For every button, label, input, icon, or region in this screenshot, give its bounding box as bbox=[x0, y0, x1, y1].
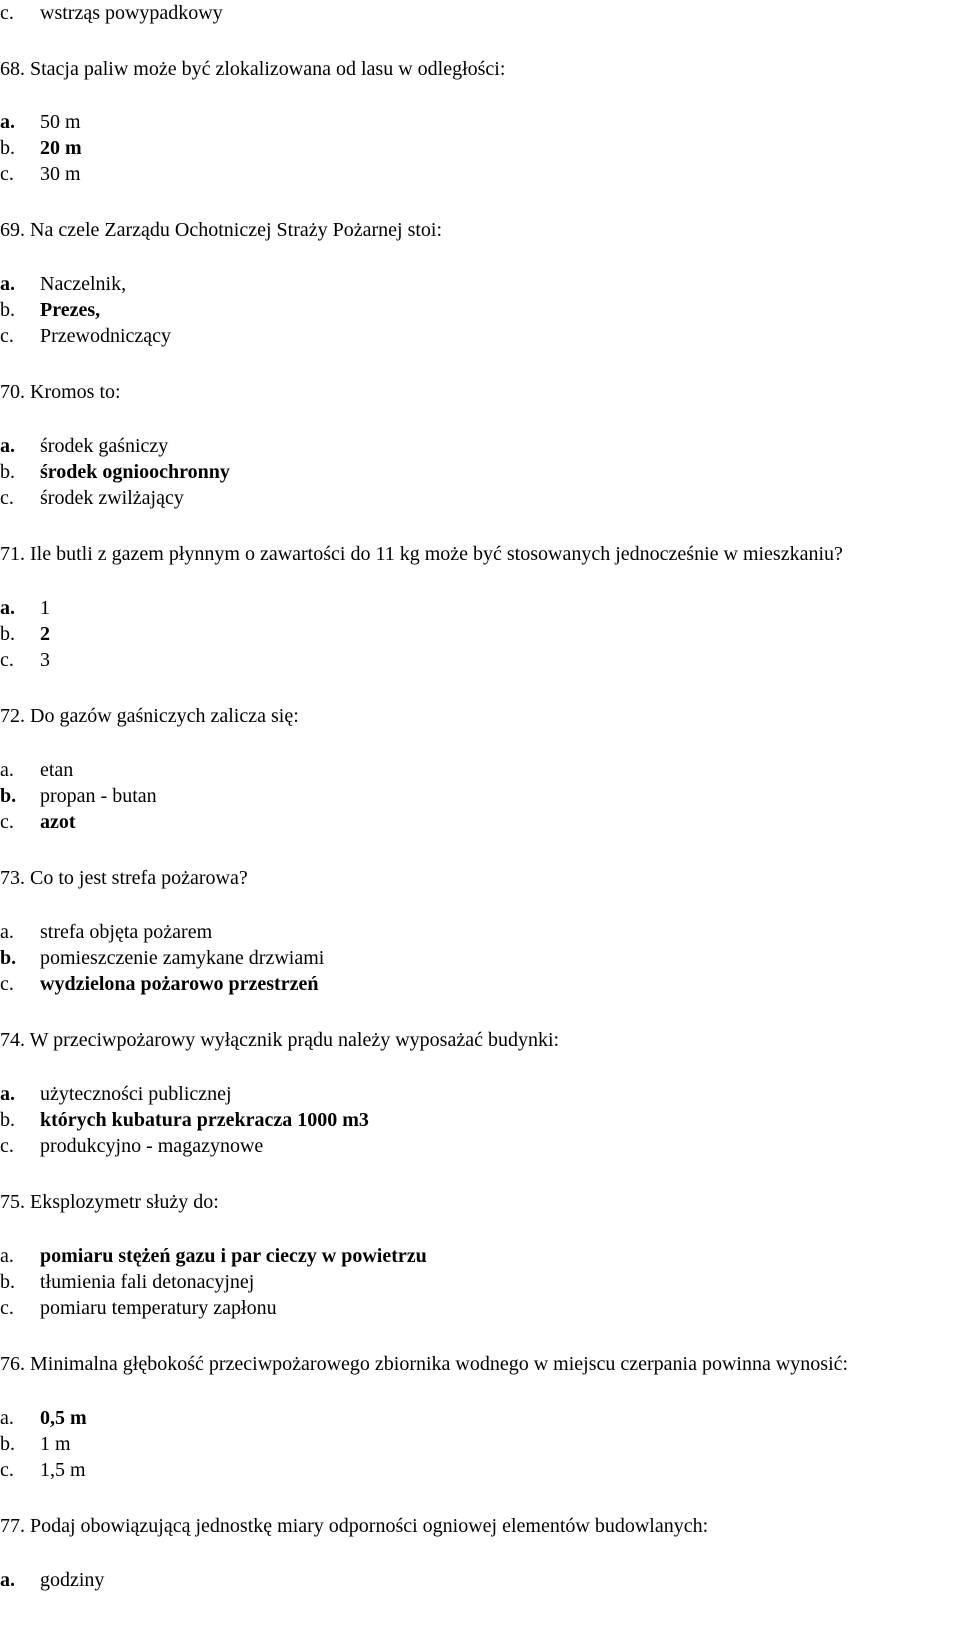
option-marker: b. bbox=[0, 461, 15, 483]
option-text: 1 bbox=[40, 597, 50, 619]
option-text: produkcyjno - magazynowe bbox=[40, 1135, 264, 1157]
option-text: godziny bbox=[40, 1569, 105, 1591]
option-text: środek gaśniczy bbox=[40, 435, 169, 457]
question-text: 70. Kromos to: bbox=[0, 381, 121, 403]
option-marker: b. bbox=[0, 299, 15, 321]
option-marker: b. bbox=[0, 785, 17, 807]
option-text: 20 m bbox=[40, 137, 82, 159]
option-text: propan - butan bbox=[40, 785, 157, 807]
option-marker: c. bbox=[0, 973, 14, 995]
option-text: 50 m bbox=[40, 111, 81, 133]
option-text: pomiaru stężeń gazu i par cieczy w powietrzu bbox=[40, 1245, 427, 1267]
question-text: 73. Co to jest strefa pożarowa? bbox=[0, 867, 248, 889]
question-text: 68. Stacja paliw może być zlokalizowana od lasu w odległości: bbox=[0, 58, 506, 80]
option-text: wydzielona pożarowo przestrzeń bbox=[40, 973, 319, 995]
option-marker: a. bbox=[0, 1245, 14, 1267]
option-text: 3 bbox=[40, 649, 50, 671]
option-marker: c. bbox=[0, 811, 14, 833]
question-text: 69. Na czele Zarządu Ochotniczej Straży Pożarnej stoi: bbox=[0, 219, 443, 241]
option-text: których kubatura przekracza 1000 m3 bbox=[40, 1109, 369, 1131]
option-marker: b. bbox=[0, 1109, 15, 1131]
question-text: 74. W przeciwpożarowy wyłącznik prądu należy wyposażać budynki: bbox=[0, 1029, 560, 1051]
option-marker: a. bbox=[0, 435, 15, 457]
option-text: użyteczności publicznej bbox=[40, 1083, 232, 1105]
option-text: Naczelnik, bbox=[40, 273, 127, 295]
option-marker: a. bbox=[0, 597, 15, 619]
option-marker: c. bbox=[0, 2, 14, 24]
option-marker: a. bbox=[0, 921, 14, 943]
option-text: 1 m bbox=[40, 1433, 71, 1455]
option-marker: a. bbox=[0, 111, 15, 133]
question-text: 71. Ile butli z gazem płynnym o zawartości do 11 kg może być stosowanych jednocześnie w mieszkaniu? bbox=[0, 543, 843, 565]
option-text: pomieszczenie zamykane drzwiami bbox=[40, 947, 325, 969]
option-marker: a. bbox=[0, 273, 15, 295]
option-marker: c. bbox=[0, 163, 14, 185]
question-text: 75. Eksplozymetr służy do: bbox=[0, 1191, 219, 1213]
option-text: środek ognioochronny bbox=[40, 461, 230, 483]
option-text: tłumienia fali detonacyjnej bbox=[40, 1271, 255, 1293]
option-marker: c. bbox=[0, 487, 14, 509]
option-marker: c. bbox=[0, 1459, 14, 1481]
option-marker: b. bbox=[0, 137, 15, 159]
option-text: etan bbox=[40, 759, 74, 781]
option-text: wstrząs powypadkowy bbox=[40, 2, 223, 24]
option-text: azot bbox=[40, 811, 76, 833]
option-marker: c. bbox=[0, 1135, 14, 1157]
option-marker: b. bbox=[0, 1433, 15, 1455]
option-text: pomiaru temperatury zapłonu bbox=[40, 1297, 277, 1319]
option-marker: c. bbox=[0, 649, 14, 671]
option-text: Przewodniczący bbox=[40, 325, 172, 347]
option-marker: a. bbox=[0, 1407, 14, 1429]
option-text: 1,5 m bbox=[40, 1459, 86, 1481]
option-marker: c. bbox=[0, 325, 14, 347]
option-text: 2 bbox=[40, 623, 50, 645]
option-marker: a. bbox=[0, 759, 14, 781]
option-text: 30 m bbox=[40, 163, 81, 185]
option-marker: a. bbox=[0, 1569, 15, 1591]
question-text: 76. Minimalna głębokość przeciwpożarowego zbiornika wodnego w miejscu czerpania powinna wynosić: bbox=[0, 1353, 849, 1375]
option-marker: b. bbox=[0, 1271, 15, 1293]
option-marker: a. bbox=[0, 1083, 15, 1105]
question-text: 77. Podaj obowiązującą jednostkę miary odporności ogniowej elementów budowlanych: bbox=[0, 1515, 709, 1537]
question-text: 72. Do gazów gaśniczych zalicza się: bbox=[0, 705, 299, 727]
option-marker: b. bbox=[0, 623, 15, 645]
option-marker: b. bbox=[0, 947, 17, 969]
option-text: 0,5 m bbox=[40, 1407, 87, 1429]
option-marker: c. bbox=[0, 1297, 14, 1319]
option-text: strefa objęta pożarem bbox=[40, 921, 213, 943]
option-text: Prezes, bbox=[40, 299, 101, 321]
option-text: środek zwilżający bbox=[40, 487, 184, 509]
